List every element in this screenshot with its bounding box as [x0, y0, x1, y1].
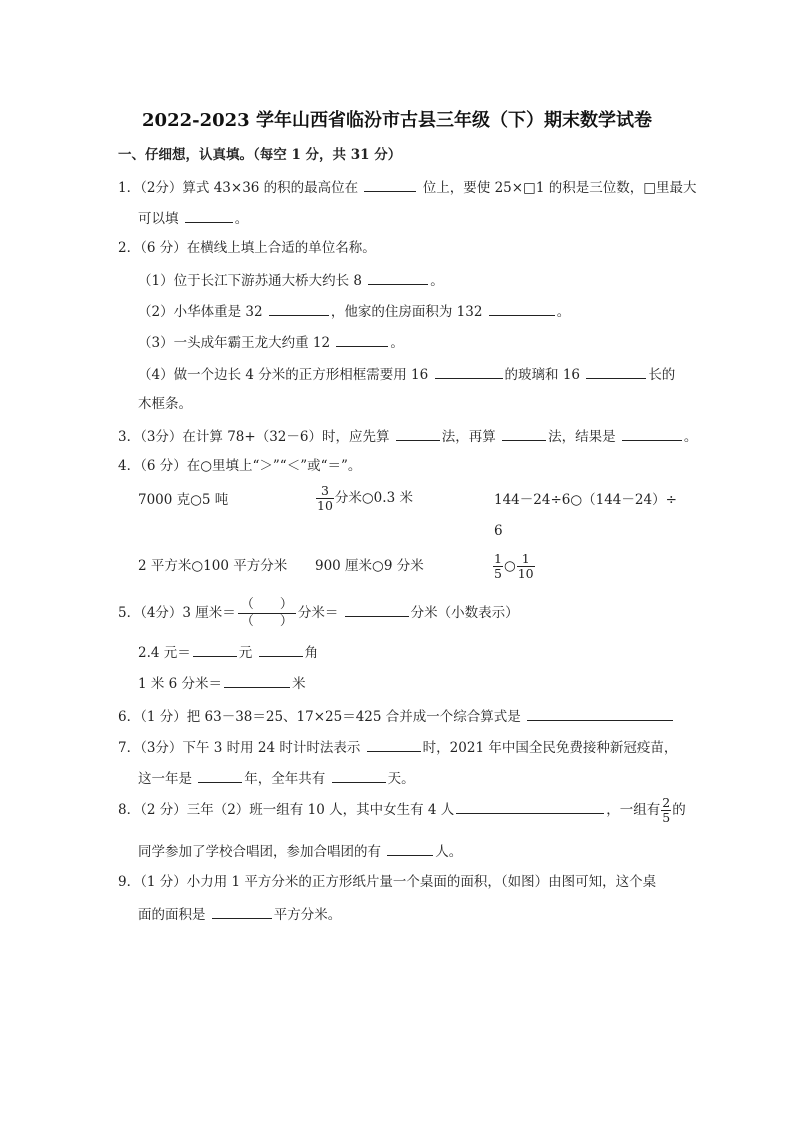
- question-9-line-2: [138, 904, 341, 924]
- q5-text-f: 角: [304, 645, 319, 661]
- fraction-numerator-blank[interactable]: （ ）: [238, 597, 296, 614]
- question-2-sub-2: [138, 301, 570, 321]
- q2-s2-text-a: （2）小华体重是 32: [138, 304, 263, 320]
- question-4-heading: 4．（6 分）在○里填上“＞”“＜”或“＝”。: [118, 458, 362, 474]
- question-8-line-2: [138, 841, 462, 861]
- q7-text-b: 时，2021 年中国全民免费接种新冠疫苗，: [422, 740, 678, 756]
- q8-text-d: 同学参加了学校合唱团，参加合唱团的有: [138, 844, 381, 860]
- q1-text-d: 。: [234, 211, 249, 227]
- question-1-line-2: [138, 208, 248, 228]
- fraction-denominator: 10: [317, 498, 333, 513]
- answer-blank[interactable]: [435, 364, 503, 379]
- compare-circle[interactable]: ○: [503, 558, 516, 574]
- q2-s3-end: 。: [390, 335, 404, 351]
- q2-s1-end: 。: [430, 273, 444, 289]
- fraction-2-5: [661, 796, 671, 825]
- fraction-numerator: 1: [494, 551, 502, 566]
- q3-text-a: 3．（3分）在计算 78+（32－6）时，应先算: [118, 429, 390, 445]
- fraction-blank[interactable]: [238, 597, 296, 630]
- answer-blank[interactable]: [212, 904, 272, 919]
- q3-text-d: 。: [683, 429, 698, 445]
- compare-item-2-text: 分米○0.3 米: [334, 490, 413, 506]
- q7-text-d: 年，全年共有: [244, 771, 326, 787]
- q1-text-a: 1．（2分）算式 43×36 的积的最高位在: [118, 180, 359, 196]
- compare-item-2: [315, 484, 413, 513]
- fraction-numerator: 2: [662, 795, 671, 810]
- q2-s3-text: （3）一头成年霸王龙大约重 12: [138, 335, 331, 351]
- q5-text-g: 1 米 6 分米＝: [138, 676, 223, 692]
- answer-blank[interactable]: [332, 768, 386, 783]
- question-9-line-1: 9．（1 分）小力用 1 平方分米的正方形纸片量一个桌面的面积，（如图）由图可知，这个桌: [118, 874, 657, 890]
- q8-text-a: 8．（2 分）三年（2）班一组有 10 人，其中女生有 4 人: [118, 802, 455, 818]
- answer-blank[interactable]: [368, 270, 428, 285]
- question-2-sub-1: [138, 270, 444, 290]
- answer-blank[interactable]: [387, 841, 433, 856]
- q8-text-b: ，一组有: [606, 802, 661, 818]
- question-2-heading: 2．（6 分）在横线上填上合适的单位名称。: [118, 240, 376, 256]
- question-5-line-3: [138, 673, 306, 693]
- fraction-1-10: [517, 552, 535, 581]
- question-7-line-1: [118, 737, 677, 757]
- q5-text-e: 元: [238, 645, 253, 661]
- question-7-line-2: [138, 768, 415, 788]
- answer-blank[interactable]: [198, 768, 242, 783]
- q5-text-d: 2.4 元＝: [138, 645, 191, 661]
- answer-blank[interactable]: [185, 208, 233, 223]
- fraction-numerator: 3: [316, 484, 334, 499]
- compare-item-3-cont: 6: [494, 523, 503, 539]
- q9-text-b: 面的面积是: [138, 907, 206, 923]
- fraction-denominator-blank[interactable]: （ ）: [240, 614, 293, 629]
- answer-blank[interactable]: [367, 737, 421, 752]
- fraction-numerator: 1: [517, 552, 535, 567]
- q5-text-h: 米: [292, 676, 306, 692]
- q5-text-a: 5．（4分）3 厘米＝: [118, 605, 236, 621]
- fraction-denominator: 10: [517, 566, 534, 581]
- q7-text-c: 这一年是: [138, 771, 192, 787]
- answer-blank[interactable]: [502, 426, 546, 441]
- q8-text-c: 的: [672, 802, 686, 818]
- answer-blank[interactable]: [396, 426, 440, 441]
- q1-text-c: 可以填: [138, 211, 179, 227]
- compare-item-5: 900 厘米○9 分米: [315, 558, 424, 574]
- answer-blank[interactable]: [364, 177, 416, 192]
- q6-text: 6．（1 分）把 63－38＝25、17×25＝425 合并成一个综合算式是: [118, 709, 521, 725]
- fraction-denominator: 5: [494, 566, 502, 581]
- question-5-line-1: [118, 597, 519, 630]
- answer-blank[interactable]: [269, 301, 329, 316]
- q2-s4-text-b: 的玻璃和 16: [504, 367, 581, 383]
- q2-s2-text-b: ，他家的住房面积为 132: [330, 304, 483, 320]
- page-title: 2022-2023 学年山西省临汾市古县三年级（下）期末数学试卷: [142, 110, 652, 131]
- q5-text-c: 分米（小数表示）: [410, 605, 519, 621]
- answer-blank[interactable]: [527, 706, 673, 721]
- q9-text-c: 平方分米。: [273, 907, 342, 923]
- answer-blank[interactable]: [586, 364, 646, 379]
- q3-text-c: 法，结果是: [548, 429, 616, 445]
- answer-blank[interactable]: [489, 301, 555, 316]
- answer-blank[interactable]: [259, 642, 303, 657]
- question-1-line-1: [118, 177, 696, 197]
- q3-text-b: 法，再算: [441, 429, 496, 445]
- fraction-3-10: [316, 484, 334, 513]
- q8-text-e: 人。: [435, 844, 463, 860]
- fraction-1-5: [493, 552, 503, 581]
- question-3: [118, 426, 697, 446]
- compare-item-4: 2 平方米○100 平方分米: [138, 558, 288, 574]
- answer-blank[interactable]: [622, 426, 682, 441]
- answer-blank[interactable]: [224, 673, 290, 688]
- q2-s2-end: 。: [556, 304, 571, 320]
- answer-blank[interactable]: [336, 332, 388, 347]
- question-8-line-1: [118, 796, 686, 825]
- q2-s4-text-c: 长的: [648, 367, 676, 383]
- compare-item-6: [492, 552, 536, 581]
- compare-item-3: 144－24÷6○（144－24）÷: [494, 492, 677, 508]
- q7-text-a: 7．（3分）下午 3 时用 24 时计时法表示: [118, 740, 361, 756]
- section-heading: 一、仔细想，认真填。（每空 1 分，共 31 分）: [118, 147, 402, 163]
- compare-item-1: 7000 克○5 吨: [138, 492, 229, 508]
- question-2-sub-3: [138, 332, 404, 352]
- fraction-denominator: 5: [662, 810, 671, 825]
- answer-blank[interactable]: [456, 799, 604, 814]
- answer-blank[interactable]: [193, 642, 237, 657]
- question-2-sub-4: [138, 364, 675, 384]
- question-6: [118, 706, 675, 726]
- q5-text-b: 分米＝: [297, 605, 339, 621]
- q2-s1-text: （1）位于长江下游苏通大桥大约长 8: [138, 273, 362, 289]
- q2-s4-text-a: （4）做一个边长 4 分米的正方形相框需要用 16: [138, 367, 429, 383]
- question-5-line-2: [138, 642, 318, 662]
- question-2-sub-4-cont: 木框条。: [138, 396, 192, 412]
- answer-blank[interactable]: [345, 602, 409, 617]
- q1-text-b: 位上，要使 25×□1 的积是三位数，□里最大: [422, 180, 697, 196]
- q7-text-e: 天。: [387, 771, 415, 787]
